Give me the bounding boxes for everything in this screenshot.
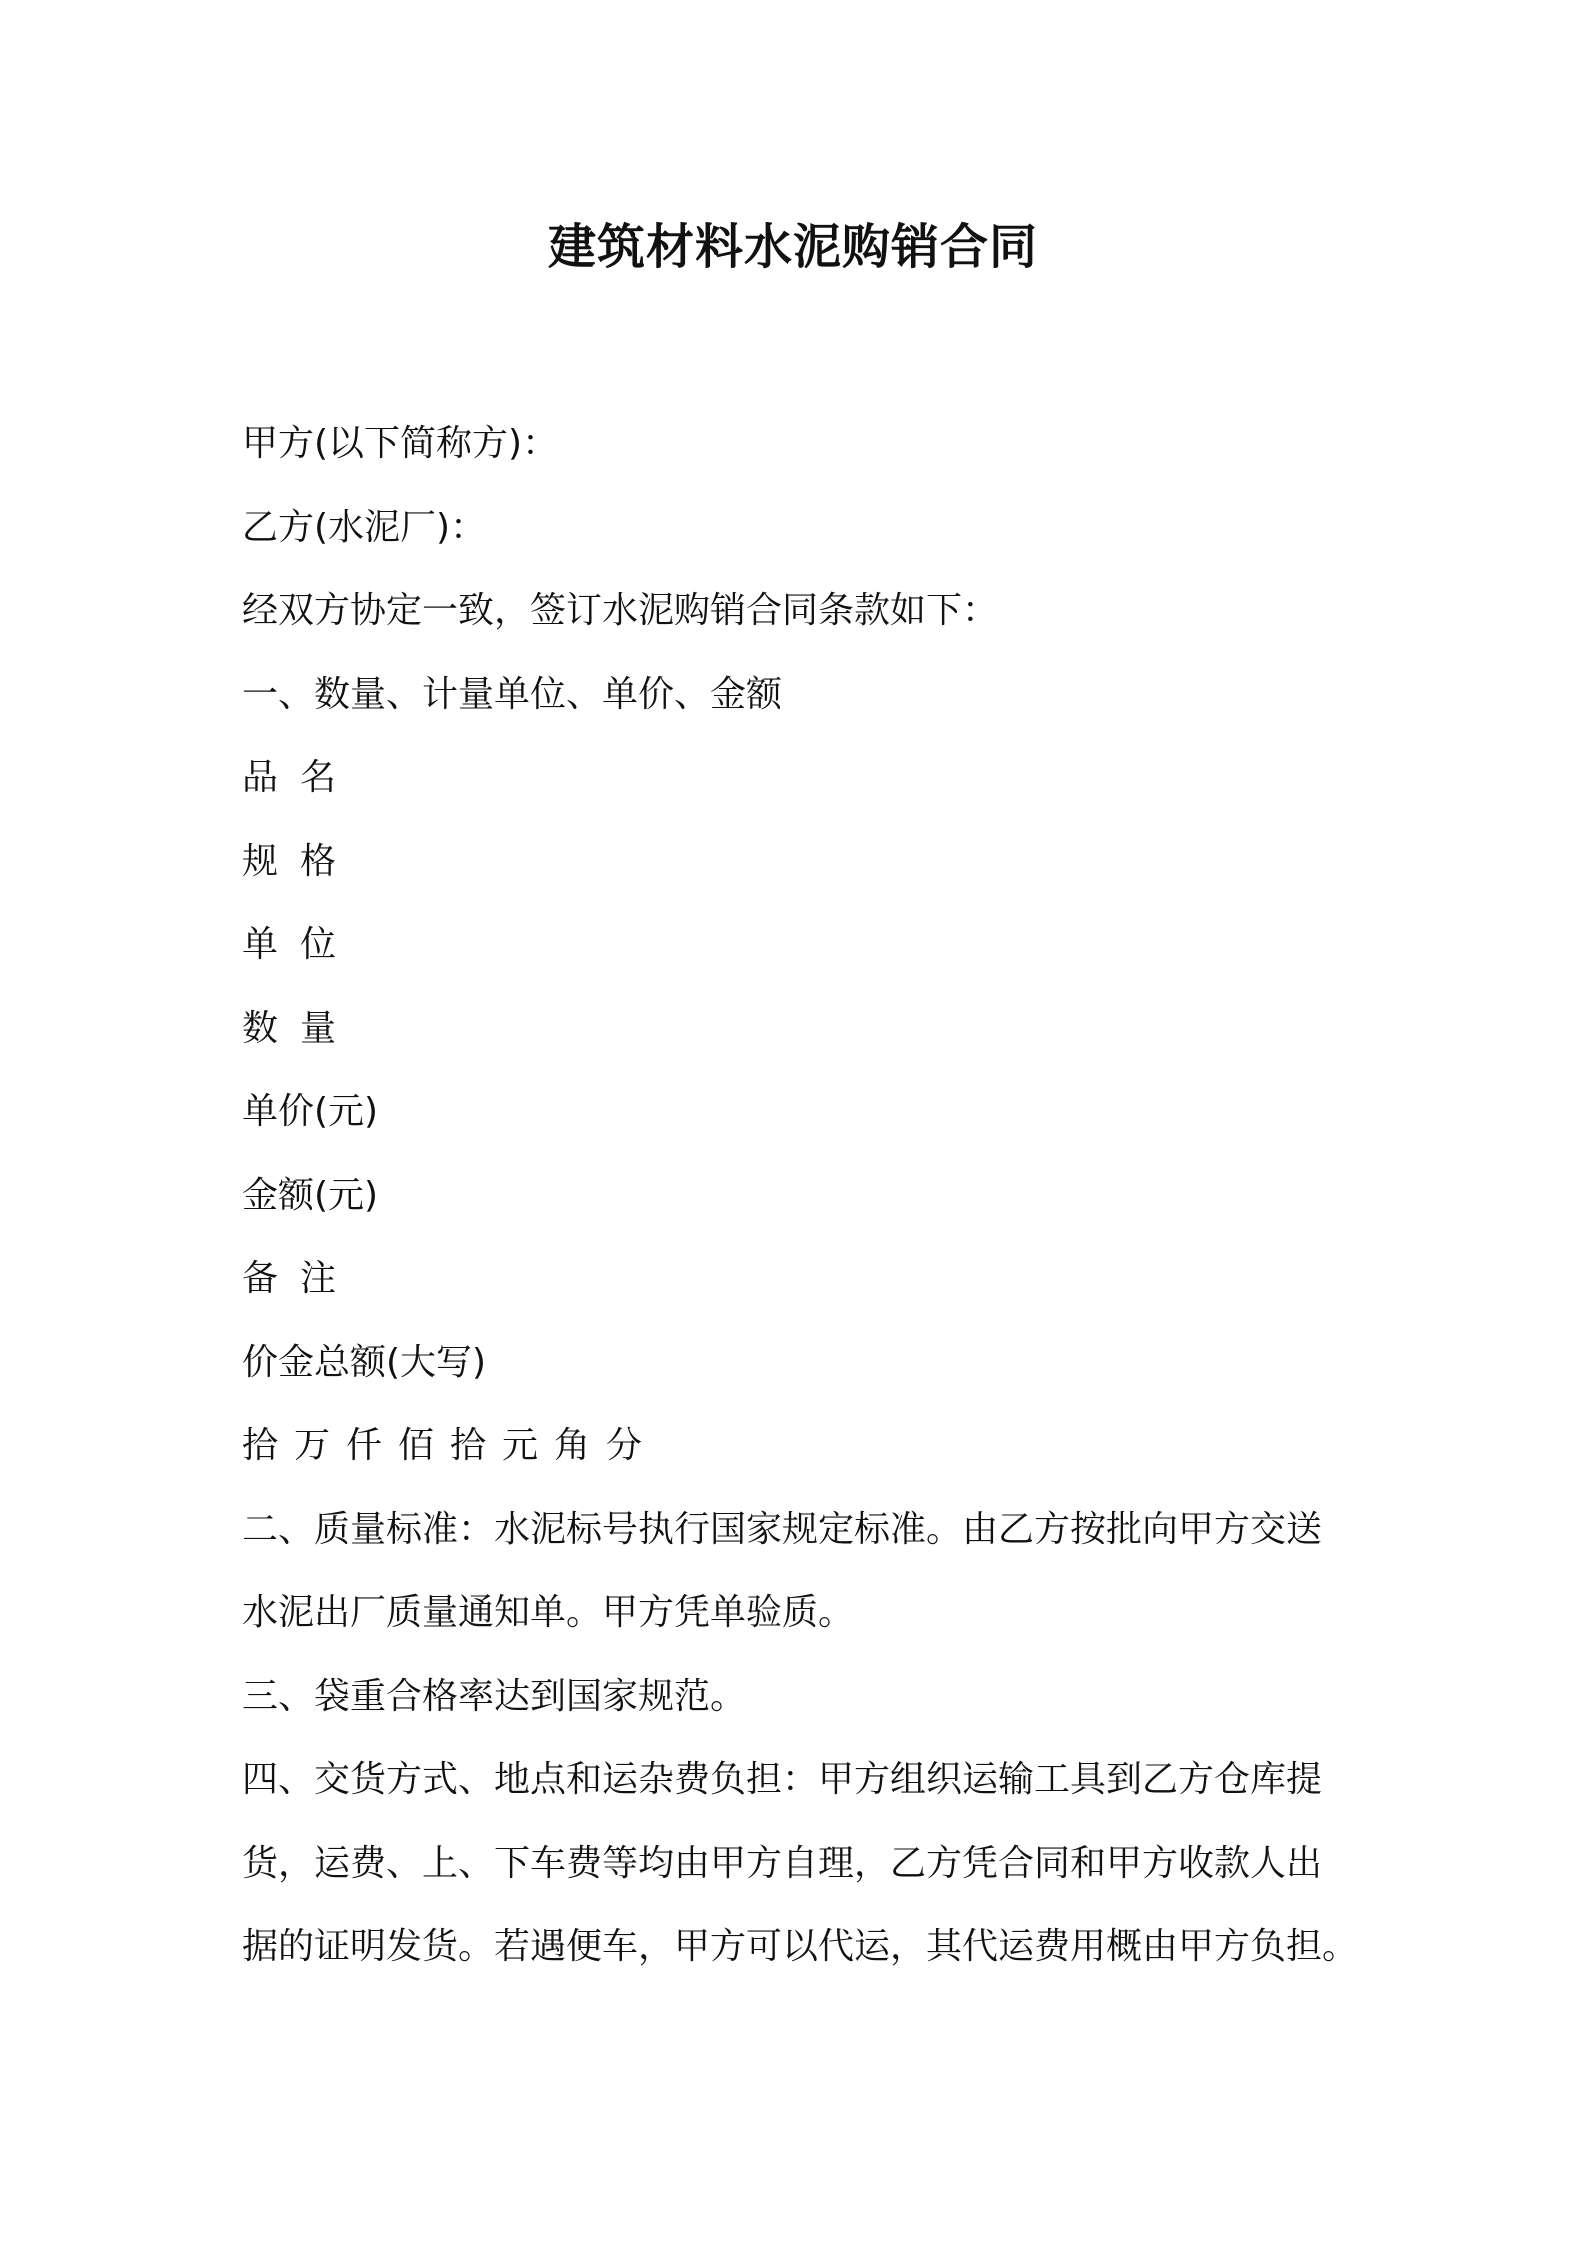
agreement-intro: 经双方协定一致，签订水泥购销合同条款如下： [242,590,999,631]
section-4-line-2: 货，运费、上、下车费等均由甲方自理，乙方凭合同和甲方收款人出 [242,1842,1323,1884]
field-amount: 金额(元) [242,1174,379,1216]
field-unit-price: 单价(元) [242,1091,379,1132]
field-total-in-words: 价金总额(大写) [242,1341,487,1383]
party-a-line: 甲方(以下简称方)： [242,423,559,464]
field-specification: 规格 [242,840,359,882]
document-title: 建筑材料水泥购销合同 [547,219,1038,275]
party-b-line: 乙方(水泥厂)： [242,506,487,548]
section-3-line: 三、袋重合格率达到国家规范。 [242,1675,747,1717]
section-2-line-2: 水泥出厂质量通知单。甲方凭单验质。 [242,1592,855,1633]
field-quantity: 数量 [242,1007,359,1049]
document-body [242,402,1362,1989]
section-4-line-3: 据的证明发货。若遇便车，甲方可以代运，其代运费用概由甲方负担。 [242,1926,1359,1967]
section-1-heading: 一、数量、计量单位、单价、金额 [242,673,783,715]
field-remarks: 备注 [242,1258,359,1299]
field-unit: 单位 [242,924,359,965]
field-product-name: 品名 [242,757,359,798]
section-4-line-1: 四、交货方式、地点和运杂费负担：甲方组织运输工具到乙方仓库提 [242,1759,1323,1800]
section-2-line-1: 二、质量标准：水泥标号执行国家规定标准。由乙方按批向甲方交送 [242,1508,1323,1550]
field-amount-units: 拾万仟佰拾元角分 [242,1425,659,1466]
